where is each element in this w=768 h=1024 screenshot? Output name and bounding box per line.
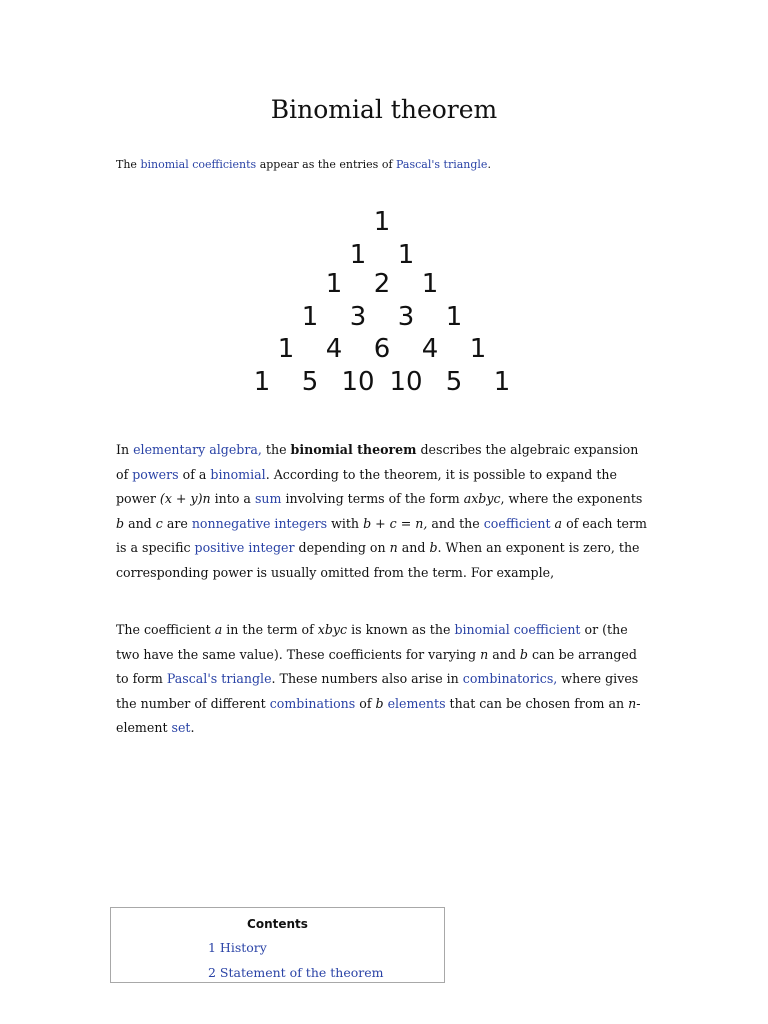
pascal-entry: 10 (341, 367, 375, 397)
text: can be arranged to form (116, 646, 637, 686)
link-elements[interactable]: elements (387, 695, 446, 711)
text: or (the two have the same value). These coefficients for varying (116, 622, 628, 662)
link-set[interactable]: set (171, 720, 191, 735)
link-binomial-coefficients[interactable]: binomial coefficients (140, 158, 257, 171)
link-binomial-coefficient[interactable]: binomial coefficient (454, 622, 581, 637)
math-expression: xbyc (317, 622, 348, 637)
text: that can be chosen from an (445, 695, 629, 711)
link-nonnegative-integers[interactable]: nonnegative integers (191, 515, 328, 531)
math-variable: n (389, 540, 398, 555)
toc-item-history[interactable]: 1 History (208, 940, 267, 955)
text: . According to the theorem, it is possible to expand the power (116, 466, 617, 506)
text: and (488, 646, 520, 662)
table-of-contents (110, 907, 445, 983)
text: -element (116, 695, 641, 735)
intro-paragraph (116, 158, 676, 171)
math-variable: b (429, 540, 438, 555)
pascal-row (0, 367, 768, 401)
pascal-entry: 6 (373, 334, 391, 364)
text: is known as the (347, 622, 455, 637)
link-pascals-triangle-2[interactable]: Pascal's triangle (166, 671, 272, 686)
text: involving terms of the form (281, 491, 464, 506)
text: into a (210, 491, 255, 506)
toc-item-statement-of-the-theorem[interactable]: 2 Statement of the theorem (208, 965, 384, 980)
pascal-entry: 1 (493, 367, 511, 397)
pascal-entry: 10 (389, 367, 423, 397)
pascal-row (0, 334, 768, 368)
link-elementary-algebra[interactable]: elementary algebra, (133, 442, 262, 457)
link-coefficient[interactable]: coefficient (483, 515, 551, 531)
math-expression: (x + y)n (159, 491, 211, 506)
bold-term-binomial-theorem: binomial theorem (290, 442, 417, 457)
text: describes the algebraic expansion of (116, 442, 639, 482)
text: the (261, 442, 291, 457)
text: . (487, 158, 491, 171)
text: and the (427, 515, 484, 531)
math-expression: axbyc (463, 491, 501, 506)
toc-title: Contents (247, 917, 308, 931)
paragraph-binomial-theorem (116, 438, 651, 585)
math-expression: b + c = n, (363, 515, 428, 531)
pascal-entry: 1 (469, 334, 487, 364)
page-title: Binomial theorem (270, 95, 498, 124)
link-combinatorics[interactable]: combinatorics, (462, 671, 558, 686)
pascal-entry: 2 (373, 269, 391, 299)
math-variable: n (628, 695, 637, 711)
text: , where the exponents (500, 491, 643, 506)
math-variable: c (155, 515, 163, 531)
pascal-row (0, 302, 768, 336)
pascal-entry: 3 (397, 302, 415, 332)
paragraph-binomial-coefficient (116, 618, 651, 741)
pascal-entry: 3 (349, 302, 367, 332)
text: where gives the number of different (116, 671, 639, 711)
math-variable: b (116, 515, 125, 531)
text: . (190, 720, 195, 735)
pascal-entry: 5 (445, 367, 463, 397)
pascal-entry: 1 (373, 207, 391, 237)
text: of a (178, 466, 211, 482)
pascal-entry: 1 (421, 269, 439, 299)
text: in the term of (222, 622, 318, 637)
math-variable: b (519, 646, 528, 662)
text: and (124, 515, 156, 531)
text: and (397, 540, 430, 555)
link-sum[interactable]: sum (254, 491, 282, 506)
pascal-row (0, 269, 768, 303)
pascal-entry: 4 (421, 334, 439, 364)
text: are (162, 515, 192, 531)
math-variable: b (375, 695, 384, 711)
link-positive-integer[interactable]: positive integer (194, 540, 295, 555)
math-variable: n (480, 646, 489, 662)
link-combinations[interactable]: combinations (269, 695, 356, 711)
text: . These numbers also arise in (271, 671, 463, 686)
math-variable: a (214, 622, 223, 637)
text: . When an exponent is zero, the corresponding power is usually omitted from the term. For example, (116, 540, 640, 580)
text: The coefficient (116, 622, 215, 637)
text: depending on (294, 540, 390, 555)
pascal-entry: 1 (301, 302, 319, 332)
pascal-entry: 1 (349, 240, 367, 270)
pascal-row (0, 207, 768, 241)
text: with (327, 515, 364, 531)
link-pascals-triangle[interactable]: Pascal's triangle (396, 158, 488, 171)
math-variable: a (554, 515, 563, 531)
text: of (355, 695, 376, 711)
text: appear as the entries of (256, 158, 397, 171)
pascal-entry: 4 (325, 334, 343, 364)
pascal-entry: 1 (445, 302, 463, 332)
pascal-entry: 1 (277, 334, 295, 364)
pascal-entry: 1 (325, 269, 343, 299)
pascal-entry: 1 (397, 240, 415, 270)
text: of each term is a specific (116, 515, 647, 555)
pascal-entry: 1 (253, 367, 271, 397)
pascal-entry: 5 (301, 367, 319, 397)
text: The (116, 158, 141, 171)
link-powers[interactable]: powers (132, 466, 179, 482)
link-binomial[interactable]: binomial (210, 466, 266, 482)
text: In (116, 442, 134, 457)
